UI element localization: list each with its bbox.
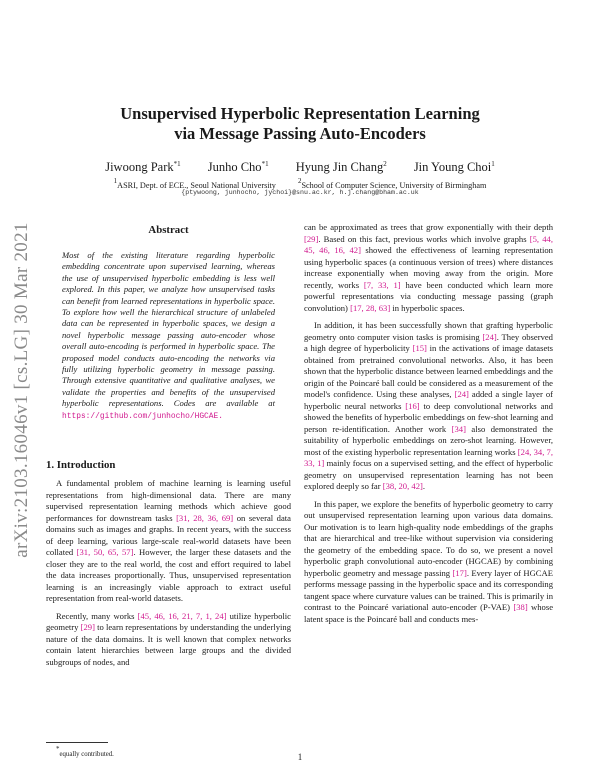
text-run: also demonstrated the suitability of hyperbolic embeddings on zero-shot learning. However, most of the existing hyperbolic representation learning works xyxy=(304,423,553,457)
arxiv-stamp: arXiv:2103.16046v1 [cs.LG] 30 Mar 2021 xyxy=(11,222,32,558)
author: Jiwoong Park$^{*1}$ xyxy=(105,160,181,174)
citation-link[interactable]: [16] xyxy=(405,400,420,411)
affiliation: $^2$School of Computer Science, University of Birmingham xyxy=(297,177,487,190)
paragraph xyxy=(46,478,291,605)
citation-link[interactable]: [29] xyxy=(80,622,95,632)
title-line-1: Unsupervised Hyperbolic Representation Learning xyxy=(120,104,480,123)
paragraph xyxy=(304,499,553,626)
citation-link[interactable]: [31, 28, 36, 69] xyxy=(176,512,234,523)
affiliation: $^1$ASRI, Dept. of ECE., Seoul National University xyxy=(113,177,276,190)
citation-link[interactable]: [31, 50, 65, 57] xyxy=(76,547,134,557)
abstract-body: Most of the existing literature regarding hyperbolic embedding concentrate upon supervised learning, whereas the use of unsupervised hyperbolic embedding is less well explored. In this paper, we analyze how unsupervised tasks can benefit from learned representations in hyperbolic space. To explore how well the hierarchical structure of unlabeled data can be represented in hyperbolic spaces, we design a novel hyperbolic message passing auto-encoder whose overall auto-encoding is performed in hyperbolic space. The proposed model conducts auto-encoding the networks via fully utilizing hyperbolic geometry in message passing. Through extensive quantitative and qualitative analyses, we validate the properties and benefits of the unsupervised hyperbolic representations. Codes are available at https://github.com/junhocho/HGCAE. xyxy=(62,250,275,421)
citation-link[interactable]: [15] xyxy=(412,343,427,353)
citation-link[interactable]: [29] xyxy=(304,233,319,244)
citation-link[interactable]: [17] xyxy=(452,567,467,578)
author: Hyung Jin Chang$^2$ xyxy=(295,160,387,174)
text-run: . xyxy=(422,481,426,491)
citation-link[interactable]: [45, 46, 16, 21, 7, 1, 24] xyxy=(137,610,227,621)
footnote-rule xyxy=(46,742,108,743)
author-emails: {ptywoong, junhocho, jychoi}@snu.ac.kr, h.j.chang@bham.ac.uk xyxy=(181,189,419,196)
text-run: . However, the larger these datasets and the closer they are to the real world, the cost and effort required to label the data increases proportionally. Thus, unsupervised representation learning is an increasingly viable approach to extract useful representation from real-world datasets. xyxy=(46,547,291,603)
citation-link[interactable]: [38, 20, 42] xyxy=(382,481,423,491)
text-run: to learn representations by understanding the underlying nature of the data domains. It is well known that complex networks contain latent hierarchies between large groups and the divided subgroups of nodes, and xyxy=(46,622,291,667)
text-run: utilize hyperbolic geometry xyxy=(46,610,291,632)
text-run: mainly focus on a supervised setting, and the effect of hyperbolic geometry on unsupervised representation learning has not been explored deeply so far xyxy=(304,458,553,491)
paragraph xyxy=(304,222,553,314)
text-run: A fundamental problem of machine learning is learning useful representations from high-dimensional data. There are many supervised representation learning methods which achieve good performances for downstream tasks xyxy=(46,478,291,523)
section-heading: 1. Introduction xyxy=(46,459,116,471)
code-link[interactable]: https://github.com/junhocho/HGCAE. xyxy=(62,411,223,421)
text-run: . Based on this fact, previous works which involve graphs xyxy=(318,233,530,244)
page-number: 1 xyxy=(297,752,303,762)
footnote: *equally contributed. xyxy=(56,745,114,758)
text-run: in hyperbolic spaces. xyxy=(390,302,465,313)
abstract-heading: Abstract xyxy=(148,224,189,236)
left-column xyxy=(46,478,291,668)
text-run: In addition, it has been successfully shown that grafting hyperbolic geometry onto computer vision tasks is promising xyxy=(304,320,553,342)
citation-link[interactable]: [34] xyxy=(451,423,466,434)
author-list xyxy=(60,160,540,175)
citation-link[interactable]: [24] xyxy=(454,389,469,399)
text-run: on several data domains such as images and graphs. In recent years, with the success of deep learning, various large-scale real-world datasets have been collated xyxy=(46,512,291,557)
text-run: whose latent space is the Poincaré ball and conducts mes- xyxy=(304,602,554,624)
citation-link[interactable]: [17, 28, 63] xyxy=(350,302,391,313)
text-run: in the activations of image datasets obtained from pretrained convolutional networks. Also, it has been shown that the hyperbolic distance between learned embeddings and the origin of the Poincaré ball could be considered as a measurement of the model's confidence. Using these analyses, xyxy=(304,343,553,399)
text-run: have been conducted which learn more powerful representations via conducting message passing (graph convolution) xyxy=(304,279,553,313)
text-run: to deep convolutional networks and showed the benefits of hyperbolic embeddings on few-shot learning and person re-identification. Another work xyxy=(304,400,553,434)
citation-link[interactable]: [7, 33, 1] xyxy=(363,279,401,290)
paper-title xyxy=(60,104,540,144)
author: Jin Young Choi$^1$ xyxy=(413,160,495,174)
text-run: Recently, many works xyxy=(56,610,138,621)
title-line-2: via Message Passing Auto-Encoders xyxy=(174,124,426,143)
citation-link[interactable]: [24, 34, 7, 33, 1] xyxy=(304,446,553,468)
text-run: In this paper, we explore the benefits of hyperbolic geometry to carry out unsupervised representation learning upon various data domains. Our motivation is to learn high-quality node embeddings of the graphs that are hierarchical and tree-like without supervision via considering the geometry of the embedding space. To do so, we present a novel hyperbolic graph convolutional auto-encoder (HGCAE) by combining hyperbolic geometry and message passing xyxy=(304,498,553,578)
citation-link[interactable]: [24] xyxy=(482,331,497,342)
text-run: . Every layer of HGCAE performs message passing in the hyperbolic space and its corresponding tangent space where curvature values can be trained. This is primarily in contrast to the Poincaré variational auto-encoder (P-VAE) xyxy=(304,567,553,612)
text-run: . They observed a high degree of hyperbolicity xyxy=(304,331,553,353)
text-run: showed the effectiveness of learning representation using hyperbolic spaces (a continuous version of trees) where distances increase exponentially when moving away from the origin. More recently, works xyxy=(304,245,553,290)
text-run: can be approximated as trees that grow exponentially with their depth xyxy=(304,222,553,232)
paragraph xyxy=(304,320,553,493)
citation-link[interactable]: [38] xyxy=(513,602,528,612)
citation-link[interactable]: [5, 44, 45, 46, 16, 42] xyxy=(304,233,553,255)
author: Junho Cho$^{*1}$ xyxy=(207,160,269,174)
paragraph xyxy=(46,611,291,669)
text-run: added a single layer of hyperbolic neural networks xyxy=(304,389,553,411)
right-column xyxy=(304,222,553,625)
